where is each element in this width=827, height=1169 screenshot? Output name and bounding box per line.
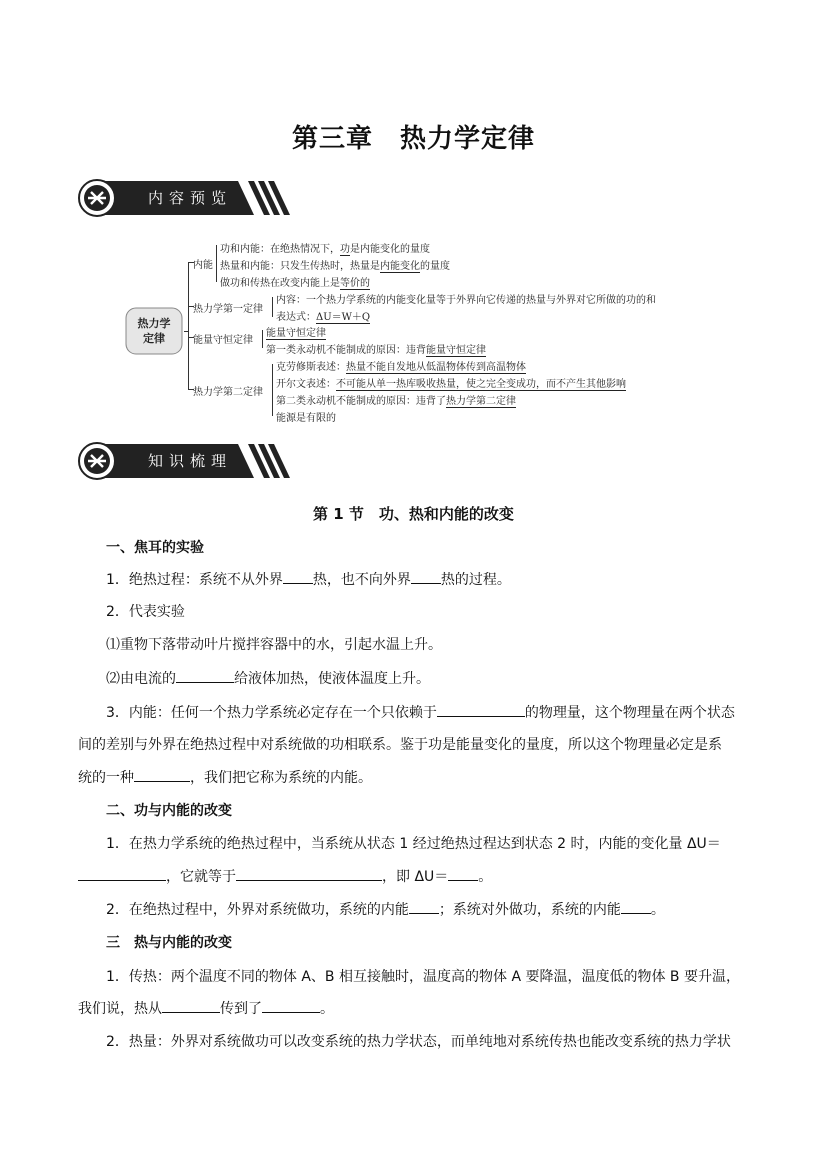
para-exp1: ⑴重物下落带动叶片搅拌容器中的水，引起水温上升。 — [106, 637, 442, 653]
chapter-title: 第三章 热力学定律 — [291, 124, 535, 154]
para-delta-u: 1．在热力学系统的绝热过程中，当系统从状态 1 经过绝热过程达到状态 2 时，内能的变化量 ΔU＝ — [106, 836, 721, 852]
map-item: 内容：一个热力学系统的内能变化量等于外界向它传递的热量与外界对它所做的功的和 — [276, 295, 656, 306]
map-item: 能量守恒定律 — [266, 328, 326, 339]
heading-joule-experiment: 一、焦耳的实验 — [106, 540, 204, 556]
para-heat-quantity: 2．热量：外界对系统做功可以改变系统的热力学状态，而单纯地对系统传热也能改变系统的热力学状 — [106, 1034, 731, 1050]
para-representative: 2．代表实验 — [106, 604, 185, 620]
map-item: 能源是有限的 — [276, 413, 336, 424]
branch-label-internal-energy: 内能 — [193, 260, 213, 271]
map-item: 开尔文表述：不可能从单一热库吸收热量，使之完全变成功，而不产生其他影响 — [276, 379, 626, 390]
para-delta-u-2: ，它就等于 ，即 ΔU＝ 。 — [78, 866, 492, 886]
section-title: 第 1 节 功、热和内能的改变 — [313, 505, 514, 523]
para-internal-energy-3: 统的一种 ，我们把它称为系统的内能。 — [78, 767, 372, 787]
map-item: 热量和内能：只发生传热时，热量是内能变化的量度 — [220, 261, 450, 272]
heading-work-internal: 二、功与内能的改变 — [106, 803, 232, 819]
branch-label-first-law: 热力学第一定律 — [193, 304, 263, 315]
para-adiabatic-work: 2．在绝热过程中，外界对系统做功，系统的内能 ；系统对外做功，系统的内能 。 — [106, 899, 665, 919]
map-item: 表达式：ΔU＝W＋Q — [276, 312, 371, 323]
banner-review — [78, 442, 293, 480]
concept-map — [0, 0, 827, 430]
map-item: 克劳修斯表述：热量不能自发地从低温物体传到高温物体 — [276, 362, 526, 373]
branch-label-conservation: 能量守恒定律 — [193, 335, 253, 346]
map-item: 第一类永动机不能制成的原因：违背能量守恒定律 — [266, 345, 486, 356]
banner-review-label: 知识梳理 — [148, 452, 233, 470]
para-internal-energy: 3．内能：任何一个热力学系统必定存在一个只依赖于 的物理量，这个物理量在两个状态 — [106, 702, 735, 722]
para-internal-energy-2: 间的差别与外界在绝热过程中对系统做的功相联系。鉴于功是能量变化的量度，所以这个物理量必定是系 — [78, 737, 722, 753]
bracket-main — [188, 262, 189, 390]
para-heat-transfer: 1．传热：两个温度不同的物体 A、B 相互接触时，温度高的物体 A 要降温，温度低的物体 B 要升温， — [106, 969, 740, 985]
para-exp2: ⑵由电流的 给液体加热，使液体温度上升。 — [106, 668, 430, 688]
map-item: 功和内能：在绝热情况下，功是内能变化的量度 — [220, 244, 430, 255]
para-adiabatic: 1．绝热过程：系统不从外界 热，也不向外界 热的过程。 — [106, 569, 511, 589]
map-item: 做功和传热在改变内能上是等价的 — [220, 278, 370, 289]
para-heat-transfer-2: 我们说，热从 传到了 。 — [78, 998, 334, 1018]
concept-map-root: 热力学 定律 — [137, 317, 171, 345]
map-item: 第二类永动机不能制成的原因：违背了热力学第二定律 — [276, 396, 516, 407]
heading-heat-internal: 三 热与内能的改变 — [106, 935, 232, 951]
branch-label-second-law: 热力学第二定律 — [193, 387, 263, 398]
banner-overview-label: 内容预览 — [148, 189, 233, 207]
